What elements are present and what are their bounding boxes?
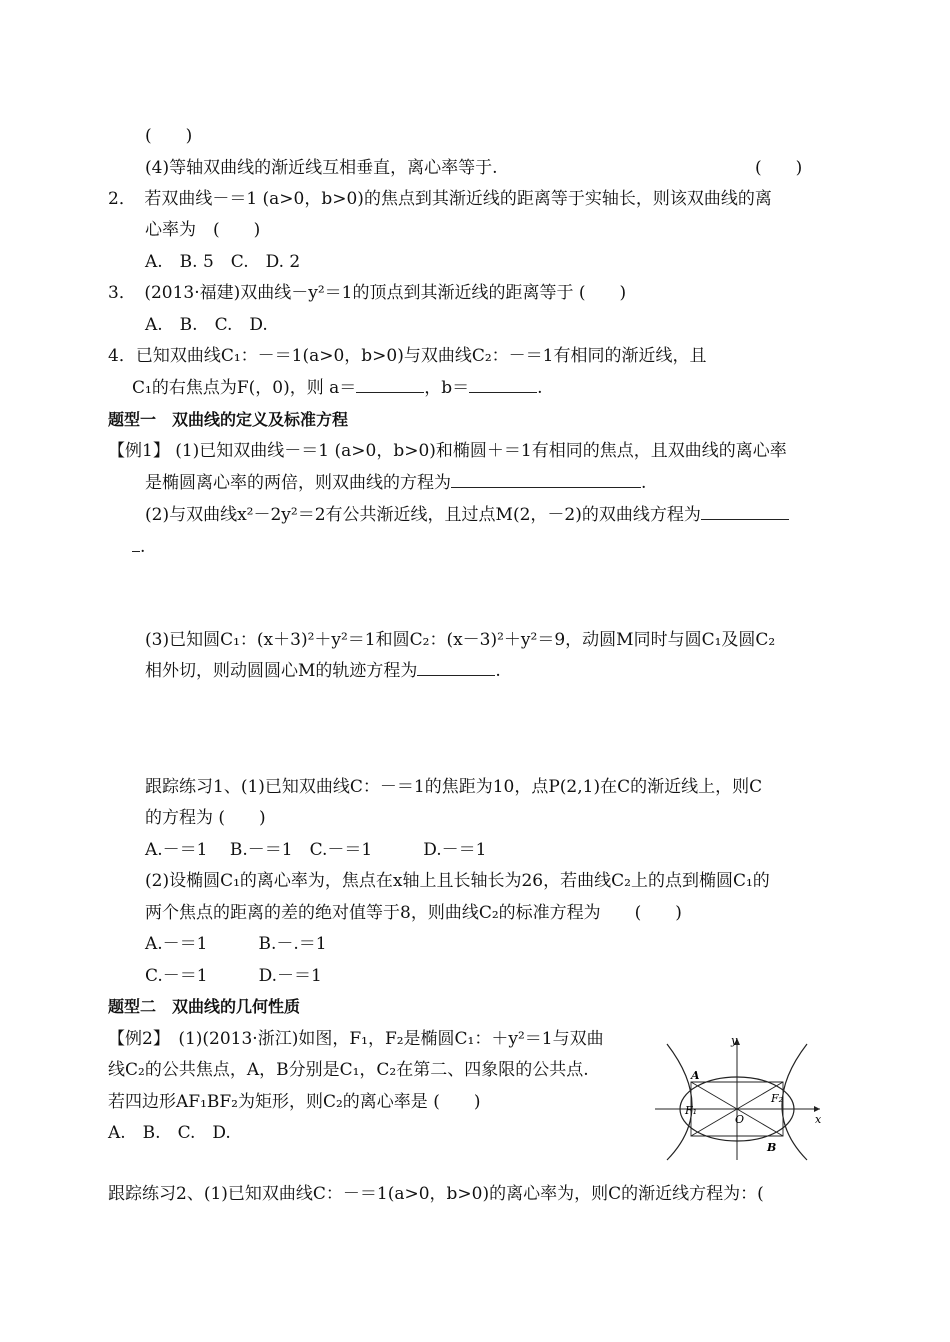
paren-line: ( ) (145, 126, 193, 146)
example-2-line3: 若四边形AF₁BF₂为矩形，则C₂的离心率是 ( ) (108, 1092, 481, 1112)
ellipse-hyperbola-figure (655, 1030, 830, 1165)
practice-2-line1: 跟踪练习2、(1)已知双曲线C：－＝1(a>0，b>0)的离心率为，则C的渐近线方程为：( (108, 1184, 764, 1204)
question-4-line2: C₁的右焦点为F(，0)，则 a＝ ，b＝ . (132, 378, 543, 398)
point-a-label: A (691, 1069, 700, 1082)
practice-1-part2-options-a: A.－＝1 B.－.＝1 (145, 934, 327, 954)
example-1-part2: (2)与双曲线x²－2y²＝2有公共渐近线，且过点M(2，－2)的双曲线方程为 (145, 504, 789, 526)
y-label: y (731, 1034, 738, 1047)
focus-f1-label: F₁ (685, 1104, 698, 1117)
practice-1-line1: 跟踪练习1、(1)已知双曲线C：－＝1的焦距为10，点P(2,1)在C的渐近线上，则C (145, 777, 763, 797)
hyperbola-left-branch (667, 1044, 692, 1160)
example-1-line1: 【例1】 (1)已知双曲线－＝1 (a>0，b>0)和椭圆＋＝1有相同的焦点，且双曲线的离心率 (108, 441, 787, 461)
point-b-label: B (767, 1141, 777, 1154)
focus-f2-label: F₂ (771, 1092, 784, 1105)
x-axis-arrow (814, 1106, 820, 1112)
practice-1-part2-options-c: C.－＝1 D.－＝1 (145, 966, 322, 986)
item-4-answer-paren: ( ) (755, 158, 803, 178)
question-3: 3． (2013·福建)双曲线－y²＝1的顶点到其渐近线的距离等于 ( ) (108, 283, 627, 303)
item-4-statement: (4)等轴双曲线的渐近线互相垂直，离心率等于. (145, 158, 498, 178)
example-1-part3-line1: (3)已知圆C₁：(x＋3)²＋y²＝1和圆C₂：(x－3)²＋y²＝9，动圆M同时与圆C₁及圆C₂ (145, 630, 776, 650)
question-4-line1: 4．已知双曲线C₁：－＝1(a>0，b>0)与双曲线C₂：－＝1有相同的渐近线，且 (108, 346, 707, 366)
answer-blank (701, 504, 789, 520)
x-label: x (815, 1113, 822, 1126)
example-2-options: A. B. C. D. (108, 1123, 231, 1143)
practice-1-options: A.－＝1 B.－＝1 C.－＝1 D.－＝1 (145, 840, 487, 860)
section-heading-1: 题型一 双曲线的定义及标准方程 (108, 410, 349, 429)
answer-blank (132, 536, 140, 552)
practice-1-line2: 的方程为 ( ) (145, 808, 266, 828)
practice-1-part2-line1: (2)设椭圆C₁的离心率为，焦点在x轴上且长轴长为26，若曲线C₂上的点到椭圆C₁的 (145, 871, 770, 891)
example-1-line2: 是椭圆离心率的两倍，则双曲线的方程为 . (145, 473, 647, 493)
section-heading-2: 题型二 双曲线的几何性质 (108, 997, 301, 1016)
answer-blank (356, 377, 424, 393)
example-1-part2-end: . (132, 536, 145, 558)
example-2-line2: 线C₂的公共焦点，A，B分别是C₁，C₂在第二、四象限的公共点. (108, 1060, 589, 1080)
question-2-options: A. B. 5 C. D. 2 (145, 252, 301, 272)
answer-blank (451, 472, 641, 488)
example-1-part3-line2: 相外切，则动圆圆心M的轨迹方程为 . (145, 661, 501, 681)
hyperbola-right-branch (782, 1044, 807, 1160)
answer-blank (469, 377, 537, 393)
question-2-line2: 心率为 ( ) (145, 220, 261, 240)
origin-label: O (735, 1113, 745, 1126)
example-2-line1: 【例2】 (1)(2013·浙江)如图，F₁，F₂是椭圆C₁：＋y²＝1与双曲 (108, 1029, 604, 1049)
practice-1-part2-line2: 两个焦点的距离的差的绝对值等于8，则曲线C₂的标准方程为 ( ) (145, 903, 682, 923)
answer-blank (417, 660, 495, 676)
question-2-line1: 2． 若双曲线－＝1 (a>0，b>0)的焦点到其渐近线的距离等于实轴长，则该双曲线的离 (108, 189, 772, 209)
question-3-options: A. B. C. D. (145, 315, 268, 335)
